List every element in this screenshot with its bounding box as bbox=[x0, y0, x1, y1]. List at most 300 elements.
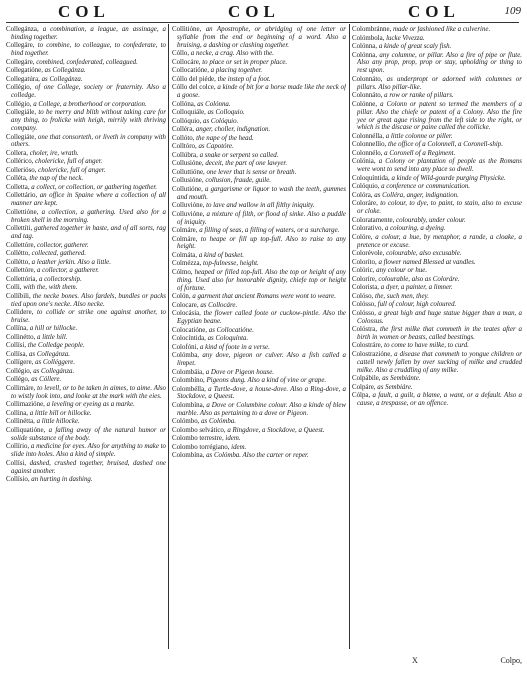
entry-headword: Collétto, bbox=[6, 250, 30, 258]
entry-headword: Colónna, bbox=[352, 43, 378, 50]
entry-definition: anger, choller, indignation. bbox=[195, 126, 271, 134]
entry-headword: Collísa, bbox=[6, 350, 28, 358]
entry-headword: Colombáia, bbox=[172, 368, 204, 376]
entry-headword: Colmáre, bbox=[172, 227, 198, 235]
entry-headword: Colombo torrégiano, bbox=[172, 443, 230, 451]
dictionary-entry bbox=[6, 342, 166, 350]
entry-headword: Colonnáto, bbox=[352, 92, 383, 100]
dictionary-entry bbox=[6, 101, 166, 109]
entry-definition: a dyer, a painter, a limner. bbox=[380, 284, 453, 292]
entry-headword: Colómba, bbox=[172, 352, 199, 360]
catchword: Colpo, bbox=[500, 656, 522, 665]
entry-headword: Collimazióne, bbox=[6, 401, 45, 409]
header-center-word: COL bbox=[228, 2, 280, 21]
entry-definition: as Colléra, anger, indignation. bbox=[374, 191, 459, 199]
entry-definition: as Coloquínta. bbox=[207, 335, 249, 343]
entry-definition: a little colonne or piller. bbox=[385, 132, 453, 140]
dictionary-entry bbox=[352, 175, 522, 183]
dictionary-entry bbox=[6, 167, 166, 175]
dictionary-entry bbox=[6, 427, 166, 443]
entry-headword: Collísio, bbox=[6, 476, 30, 484]
entry-definition: a Turtle-dove, a house-dove. Also a Ring-dove, a Stockdove, a Queest. bbox=[177, 385, 346, 401]
entry-headword: Collegiále, bbox=[6, 109, 37, 117]
dictionary-entry bbox=[6, 59, 166, 67]
entry-definition: as Sembiáre. bbox=[377, 383, 413, 391]
dictionary-entry bbox=[6, 184, 166, 192]
entry-definition: a collector, a gatherer. bbox=[37, 267, 99, 275]
entry-headword: Colombo selvático, bbox=[172, 426, 226, 434]
entry-definition: as Sembiánte. bbox=[382, 375, 421, 383]
dictionary-entry bbox=[352, 217, 522, 225]
entry-headword: Colombo terrestre, bbox=[172, 435, 224, 443]
entry-headword: Colóra, bbox=[352, 191, 373, 199]
dictionary-entry bbox=[352, 276, 522, 284]
entry-headword: Colón, bbox=[172, 293, 191, 301]
dictionary-entry bbox=[172, 377, 346, 385]
dictionary-entry bbox=[6, 410, 166, 418]
entry-definition: as Collocatióne. bbox=[208, 326, 254, 334]
dictionary-entry bbox=[6, 376, 166, 384]
entry-definition: as Colónna. bbox=[197, 100, 231, 108]
entry-headword: Colorativo, bbox=[352, 225, 384, 233]
dictionary-entry bbox=[172, 335, 346, 343]
entry-headword: Colocatióne, bbox=[172, 326, 208, 334]
dictionary-entry bbox=[352, 76, 522, 92]
entry-headword: Colóstra, bbox=[352, 326, 378, 334]
dictionary-entry bbox=[352, 392, 522, 408]
entry-headword: Colofóni, bbox=[172, 343, 199, 351]
entry-definition: as Capotóre. bbox=[198, 143, 234, 151]
dictionary-entry bbox=[6, 134, 166, 150]
column-divider bbox=[168, 24, 169, 649]
entry-headword: Collegánza, bbox=[6, 26, 39, 33]
entry-definition: deceit, the part of one lawyer. bbox=[205, 160, 288, 168]
dictionary-entry bbox=[6, 359, 166, 367]
dictionary-entry bbox=[6, 460, 166, 476]
dictionary-entry bbox=[6, 192, 166, 208]
dictionary-entry bbox=[352, 200, 522, 216]
dictionary-entry bbox=[172, 211, 346, 227]
dictionary-entry bbox=[6, 225, 166, 241]
dictionary-entry bbox=[172, 101, 346, 109]
dictionary-entry bbox=[172, 427, 346, 435]
dictionary-entry bbox=[6, 26, 166, 42]
dictionary-entry bbox=[172, 169, 346, 177]
page-number: 109 bbox=[504, 5, 521, 17]
entry-headword: Cólpa, bbox=[352, 392, 371, 400]
entry-definition: an hurting in dashing. bbox=[31, 476, 93, 484]
entry-headword: Collína, bbox=[6, 325, 29, 333]
entry-headword: Collegatióne, bbox=[6, 67, 43, 75]
entry-headword: Colósso, bbox=[352, 309, 376, 317]
entry-headword: Colloquiále, bbox=[172, 109, 206, 117]
entry-definition: as Collegánza. bbox=[33, 367, 75, 375]
dictionary-entry bbox=[6, 309, 166, 325]
dictionary-entry bbox=[172, 26, 346, 50]
entry-definition: as Collegánza. bbox=[28, 350, 70, 358]
dictionary-entry bbox=[6, 158, 166, 166]
entry-headword: Colómbola, bbox=[352, 34, 385, 42]
entry-headword: Collimáre, bbox=[6, 384, 36, 392]
entry-definition: one lever that is sense or breath. bbox=[206, 168, 297, 176]
dictionary-entry bbox=[172, 143, 346, 151]
entry-definition: to lave and wallow in all filthy iniquity. bbox=[206, 202, 315, 210]
entry-definition: an office in Spaine where a collection of all manner are kept. bbox=[11, 192, 166, 208]
entry-headword: Colóquio, bbox=[352, 183, 380, 191]
dictionary-entry bbox=[6, 242, 166, 250]
entry-definition: a leather jerkin. Also a little. bbox=[31, 258, 111, 266]
dictionary-entry bbox=[172, 236, 346, 252]
dictionary-entry bbox=[6, 385, 166, 401]
entry-definition: a leveling or eyeing as a marke. bbox=[46, 401, 135, 409]
entry-definition: top-fulnesse, height. bbox=[203, 260, 259, 268]
entry-headword: Collegiáte, bbox=[6, 133, 37, 141]
entry-headword: Colpáre, bbox=[352, 383, 376, 391]
dictionary-entry bbox=[172, 186, 346, 202]
dictionary-entry bbox=[172, 452, 346, 460]
entry-headword: Coloratamente, bbox=[352, 216, 395, 224]
dictionary-entry bbox=[352, 375, 522, 383]
entry-definition: as Collocáre. bbox=[200, 301, 238, 309]
dictionary-entry bbox=[6, 67, 166, 75]
header-right-word: COL bbox=[408, 2, 460, 21]
entry-definition: a mixture of filth, or flood of sinke. Also a puddle of iniquity. bbox=[177, 210, 346, 226]
entry-headword: Coloríre, bbox=[352, 275, 377, 283]
entry-definition: as Colloquio. bbox=[207, 109, 245, 117]
dictionary-entry bbox=[6, 150, 166, 158]
entry-definition: the flower called foote or cuckow-pintle. Also the Egyptian beane. bbox=[177, 310, 346, 326]
entry-definition: with the, with them. bbox=[23, 284, 78, 292]
entry-definition: a colouring, a dyeing. bbox=[384, 225, 446, 233]
dictionary-entry bbox=[172, 109, 346, 117]
entry-headword: Colluvióne, bbox=[172, 202, 205, 210]
dictionary-entry bbox=[6, 175, 166, 183]
entry-headword: Collitióne, bbox=[172, 26, 202, 33]
entry-definition: a flower named Blessed at vandles. bbox=[378, 258, 476, 266]
entry-headword: Colóric, bbox=[352, 267, 375, 275]
entry-headword: Collegáre, bbox=[6, 42, 35, 50]
dictionary-entry bbox=[352, 250, 522, 258]
dictionary-entry bbox=[6, 259, 166, 267]
entry-definition: idem. bbox=[231, 443, 247, 451]
dictionary-entry bbox=[172, 152, 346, 160]
entry-definition: as underpropt or adorned with columnes or pillars. Also pillar-like. bbox=[357, 75, 522, 91]
dictionary-entry bbox=[172, 50, 346, 58]
dictionary-entry bbox=[352, 342, 522, 350]
entry-headword: Collígere, bbox=[6, 359, 34, 367]
entry-headword: Coloquíntida, bbox=[352, 174, 390, 182]
entry-definition: a fault, a guilt, a blame, a want, or a default. Also a cause, a trespasse, or an offence. bbox=[357, 392, 522, 408]
header-rule bbox=[6, 22, 519, 23]
entry-definition: any colour or hue. bbox=[376, 267, 428, 275]
dictionary-entry bbox=[172, 118, 346, 126]
entry-definition: collector, gatherer. bbox=[37, 241, 89, 249]
entry-definition: a College, a brotherhood or corporation. bbox=[33, 100, 147, 108]
entry-definition: to collide or strike one against another, to bruise. bbox=[11, 309, 166, 324]
dictionary-entry bbox=[172, 435, 346, 443]
dictionary-entry bbox=[6, 209, 166, 225]
entry-definition: heaped or filled top-full. Also the top or height of any thing. Used also for honorable dignity, chiefe top or height of fortune. bbox=[177, 268, 346, 292]
entry-headword: Collerióso, bbox=[6, 166, 37, 174]
entry-headword: Colónna, bbox=[352, 51, 378, 59]
dictionary-entry bbox=[6, 368, 166, 376]
entry-definition: to heape or fill up top-full. Also to raise to any height. bbox=[177, 235, 346, 251]
dictionary-entry bbox=[6, 267, 166, 275]
entry-headword: Colmézza, bbox=[172, 260, 202, 268]
entry-headword: Collegáre, bbox=[6, 58, 35, 66]
entry-headword: Collusióne, bbox=[172, 160, 204, 168]
entry-headword: Collidere, bbox=[6, 309, 34, 317]
dictionary-entry bbox=[352, 150, 522, 158]
entry-headword: Collúbra, bbox=[172, 151, 198, 159]
dictionary-entry bbox=[6, 284, 166, 292]
dictionary-entry bbox=[352, 43, 522, 51]
entry-definition: the nape of the head. bbox=[196, 134, 254, 142]
entry-headword: Colonnélo, bbox=[352, 149, 383, 157]
entry-headword: Collísi, bbox=[6, 459, 27, 467]
entry-definition: a Colony or plantation of people as the Romans were wont to send into any place so dwell. bbox=[357, 158, 522, 174]
dictionary-entry bbox=[172, 260, 346, 268]
entry-definition: a Colonn or patent so termed the members of a pillar. Also the chiefe or patent of a Colony. Also the fire yee or great ague rising from the left side to the right, or which is the discase or paine called the collicke. bbox=[357, 100, 522, 132]
entry-definition: a necke, a crag. Also with the. bbox=[190, 50, 274, 58]
dictionary-entry bbox=[172, 293, 346, 301]
entry-definition: a little hillocke. bbox=[36, 418, 80, 426]
dictionary-entry bbox=[6, 476, 166, 484]
entry-definition: a disease that commeth to yongue children or cattell newly fallen by over sucking of milke and crudded milke. Also a cruddling of any milke. bbox=[357, 350, 522, 374]
entry-definition: the office of a Colonnell, a Coronell-ship. bbox=[388, 141, 503, 149]
dictionary-entry bbox=[6, 84, 166, 100]
entry-headword: Collocáre, bbox=[172, 58, 201, 66]
entry-definition: to combine, to colleague, to confederate, to bind together. bbox=[11, 42, 166, 58]
entry-headword: Colonnélla, bbox=[352, 132, 384, 140]
dictionary-entry bbox=[172, 252, 346, 260]
entry-definition: any columne, or pillar. Also a fire of pipe or flute. Also any prop, prop, prop or stay, upholding or thing to rest upon. bbox=[357, 51, 522, 75]
entry-headword: Collutióne, bbox=[172, 185, 203, 193]
entry-definition: to levell, or to be taken in aimes, to aime. Also to wistly look into, and looke at the mark with the eies. bbox=[11, 384, 166, 400]
entry-headword: Collóna, bbox=[172, 100, 196, 108]
dictionary-entry bbox=[172, 444, 346, 452]
dictionary-entry bbox=[172, 310, 346, 326]
entry-headword: Collégio, bbox=[6, 100, 32, 108]
entry-headword: Colmáta, bbox=[172, 251, 198, 259]
entry-definition: one that consorteth, or liveth in company with others. bbox=[11, 133, 166, 149]
entry-headword: Collíbili, bbox=[6, 292, 31, 300]
entry-definition: the, such men, they. bbox=[375, 292, 429, 300]
entry-definition: a hill or hillocke. bbox=[29, 325, 78, 333]
signature-mark: X bbox=[412, 656, 418, 665]
entry-headword: Cóllo del colce, bbox=[172, 84, 216, 92]
entry-definition: a great high and huge statue bigger than a man, a Colossus. bbox=[357, 309, 522, 325]
entry-headword: Colpábile, bbox=[352, 375, 381, 383]
entry-definition: as Cóllere. bbox=[31, 376, 62, 384]
dictionary-entry bbox=[6, 276, 166, 284]
dictionary-entry bbox=[172, 135, 346, 143]
entry-headword: Collina, bbox=[6, 409, 29, 417]
entry-definition: a placing together. bbox=[210, 67, 263, 75]
entry-definition: to come to have milke, to curd. bbox=[384, 342, 469, 350]
entry-definition: lucke Vivezza. bbox=[386, 34, 425, 42]
entry-headword: Colocíntida, bbox=[172, 335, 206, 343]
entry-headword: Collettóre, bbox=[6, 267, 36, 275]
entry-definition: the nap of the neck. bbox=[29, 175, 84, 183]
entry-headword: Collettíti, bbox=[6, 225, 33, 233]
entry-definition: a kind of basket. bbox=[198, 251, 244, 259]
entry-headword: Colluttióne, bbox=[172, 168, 205, 176]
dictionary-entry bbox=[6, 325, 166, 333]
entry-headword: Colóre, bbox=[352, 233, 373, 241]
entry-headword: Colónia, bbox=[352, 158, 376, 166]
entry-definition: as Colóquio. bbox=[203, 117, 239, 125]
entry-definition: a kinde of great scaly fish. bbox=[378, 43, 452, 50]
entry-definition: of one College, society or fraternity. Also a colledge. bbox=[11, 84, 166, 100]
entry-definition: a kinde of bit for a horse made like the neck of a goose. bbox=[177, 84, 346, 100]
column-1 bbox=[6, 26, 166, 646]
entry-headword: Collégio, bbox=[6, 84, 32, 92]
entry-headword: Colorévole, bbox=[352, 250, 385, 258]
entry-definition: a row or ranke of pillars. bbox=[384, 92, 454, 100]
entry-definition: the Colledge people. bbox=[27, 342, 85, 350]
entry-headword: Colombíno, bbox=[172, 377, 205, 385]
entry-definition: a Coronell of a Regiment. bbox=[384, 149, 456, 157]
entry-headword: Collinétta, bbox=[6, 418, 35, 426]
dictionary-entry bbox=[352, 301, 522, 309]
entry-headword: Colocásia, bbox=[172, 310, 201, 318]
entry-headword: Colóso, bbox=[352, 292, 374, 300]
dictionary-entry bbox=[172, 386, 346, 402]
dictionary-entry bbox=[352, 92, 522, 100]
entry-headword: Colléra, bbox=[172, 126, 195, 134]
dictionary-entry bbox=[352, 384, 522, 392]
column-2 bbox=[172, 26, 346, 646]
entry-definition: a kinde of Wild-gourde purging Physicke. bbox=[391, 174, 506, 182]
entry-headword: Colltóro, bbox=[172, 143, 197, 151]
entry-definition: gathered together in haste, and of all sorts, rag and tag. bbox=[11, 225, 166, 241]
entry-definition: choler, ire, wrath. bbox=[29, 149, 79, 157]
entry-definition: a collectorship. bbox=[38, 275, 82, 283]
dictionary-entry bbox=[352, 284, 522, 292]
entry-headword: Collegatúra, bbox=[6, 75, 40, 83]
dictionary-entry bbox=[352, 192, 522, 200]
dictionary-entry bbox=[172, 269, 346, 293]
entry-definition: any dove, pigeon or culver. Also a fish called a limpet. bbox=[177, 352, 346, 368]
entry-headword: Colostrazióne, bbox=[352, 350, 392, 358]
dictionary-entry bbox=[172, 352, 346, 368]
entry-definition: idem. bbox=[225, 435, 241, 443]
dictionary-entry bbox=[352, 225, 522, 233]
dictionary-entry bbox=[172, 327, 346, 335]
entry-headword: Collégio, bbox=[6, 367, 32, 375]
dictionary-entry bbox=[6, 76, 166, 84]
dictionary-entry bbox=[352, 293, 522, 301]
dictionary-entry bbox=[352, 183, 522, 191]
entry-headword: Colli, bbox=[6, 284, 22, 292]
entry-headword: Collégo, bbox=[6, 376, 30, 384]
entry-headword: Colorista, bbox=[352, 284, 379, 292]
entry-definition: as Colómba. Also the carter or reper. bbox=[206, 452, 309, 460]
entry-headword: Coloríto, bbox=[352, 258, 377, 266]
dictionary-entry bbox=[6, 42, 166, 58]
entry-headword: Cóllo del piéde, bbox=[172, 75, 216, 83]
dictionary-entry bbox=[172, 402, 346, 418]
entry-headword: Collérico, bbox=[6, 158, 34, 166]
entry-definition: collected, gathered. bbox=[31, 250, 86, 258]
dictionary-entry bbox=[352, 26, 522, 34]
entry-definition: combined, confederated, colleagued. bbox=[36, 58, 138, 66]
entry-definition: a falling away of the natural humor or solide substance of the body. bbox=[11, 426, 166, 442]
dictionary-entry bbox=[352, 158, 522, 174]
dictionary-entry bbox=[352, 234, 522, 250]
dictionary-entry bbox=[352, 326, 522, 342]
entry-headword: Coloráre, bbox=[352, 200, 378, 208]
dictionary-entry bbox=[352, 101, 522, 133]
entry-definition: to be merry and blith without taking care for any thing, to frolicke with heigh, mirrily with thriving company. bbox=[11, 109, 166, 133]
dictionary-entry bbox=[352, 133, 522, 141]
entry-headword: Colombránne, bbox=[352, 26, 392, 33]
entry-headword: Colósso, bbox=[352, 301, 376, 309]
entry-headword: Colonnáto, bbox=[352, 75, 383, 83]
entry-headword: Collusióne, bbox=[172, 177, 204, 185]
dictionary-entry bbox=[6, 250, 166, 258]
entry-headword: Collettóre, bbox=[6, 241, 36, 249]
entry-headword: Colocare, bbox=[172, 301, 199, 309]
entry-headword: Colónne, bbox=[352, 100, 378, 108]
entry-headword: Collírio, bbox=[6, 443, 30, 451]
dictionary-entry bbox=[172, 67, 346, 75]
entry-headword: Colombína, bbox=[172, 401, 205, 409]
entry-definition: to place or set in proper place. bbox=[202, 58, 288, 66]
entry-definition: to colour, to dye, to paint, to stain, also to excuse or cloke. bbox=[357, 200, 522, 216]
entry-definition: a medicine for eyes. Also for anything to make to slide into holes. Also a kind of simple. bbox=[11, 443, 166, 459]
entry-headword: Collísi, bbox=[6, 342, 27, 350]
entry-definition: made or fashioned like a culverine. bbox=[392, 26, 491, 33]
entry-definition: a collection, a gathering. Used also for a broken shell in the morning. bbox=[11, 208, 166, 224]
dictionary-entry bbox=[172, 227, 346, 235]
entry-headword: Colombélla, bbox=[172, 385, 206, 393]
dictionary-entry bbox=[172, 76, 346, 84]
column-3 bbox=[352, 26, 522, 646]
dictionary-entry bbox=[6, 418, 166, 426]
entry-definition: a little hill or hillocke. bbox=[29, 409, 92, 417]
dictionary-entry bbox=[6, 293, 166, 309]
entry-definition: a collect, or collection, or gathering together. bbox=[31, 183, 158, 191]
entry-definition: a conference or communication. bbox=[381, 183, 471, 191]
dictionary-entry bbox=[352, 310, 522, 326]
dictionary-entry bbox=[6, 351, 166, 359]
entry-definition: a filling of seas, a filling of waters, or a surcharge. bbox=[199, 227, 340, 235]
entry-definition: the instep of a foot. bbox=[217, 75, 271, 83]
dictionary-entry bbox=[172, 59, 346, 67]
entry-definition: a Ringdove, a Stockdove, a Queest. bbox=[227, 426, 325, 434]
entry-headword: Colletta, bbox=[6, 183, 30, 191]
entry-headword: Collettário, bbox=[6, 192, 38, 200]
dictionary-entry bbox=[352, 52, 522, 76]
dictionary-entry bbox=[352, 259, 522, 267]
entry-definition: a combination, a league, an assinage, a binding together. bbox=[11, 26, 166, 41]
entry-headword: Collettióne, bbox=[6, 208, 39, 216]
entry-headword: Cólmo, bbox=[172, 268, 193, 276]
entry-definition: a kind of foote in a verse. bbox=[199, 343, 270, 351]
entry-headword: Collettória, bbox=[6, 275, 38, 283]
entry-definition: as Collegánza. bbox=[41, 75, 83, 83]
dictionary-entry bbox=[172, 202, 346, 210]
entry-headword: Colluvióne, bbox=[172, 210, 205, 218]
entry-definition: colourable, also as Coloráre. bbox=[378, 275, 460, 283]
dictionary-entry bbox=[172, 160, 346, 168]
entry-headword: Colléta, bbox=[6, 175, 28, 183]
entry-headword: Collocatióne, bbox=[172, 67, 209, 75]
entry-definition: a garment that ancient Romans were wont to weare. bbox=[192, 293, 336, 301]
entry-definition: dashed, crushed together, bruised, dashed one against another. bbox=[11, 459, 166, 475]
